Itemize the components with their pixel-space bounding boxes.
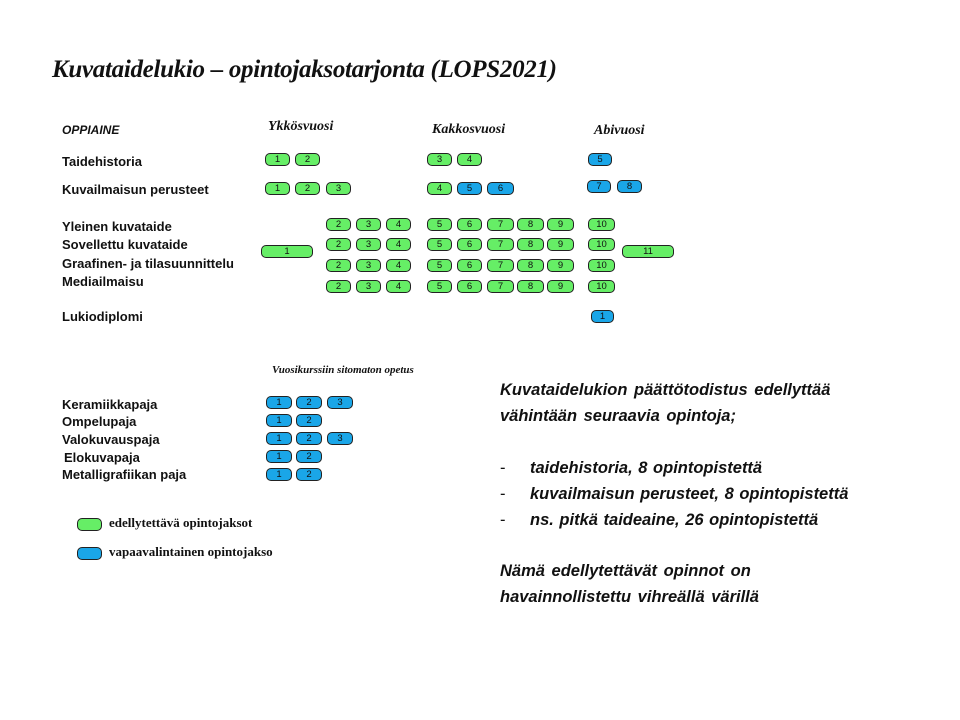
course-pill-optional: 5	[457, 182, 482, 195]
course-pill-required: 6	[457, 238, 482, 251]
course-pill-required: 6	[457, 280, 482, 293]
info-requirement-item	[500, 511, 818, 530]
workshop-valokuvauspaja: Valokuvauspaja	[62, 432, 160, 447]
course-pill-required: 3	[356, 238, 381, 251]
course-pill-required: 2	[326, 280, 351, 293]
course-pill-optional: 2	[296, 468, 322, 481]
course-pill-required: 8	[517, 280, 544, 293]
course-pill-required: 3	[356, 218, 381, 231]
legend-required-label: edellytettävä opintojaksot	[109, 515, 253, 530]
course-pill-optional: 8	[617, 180, 642, 193]
course-pill-required: 7	[487, 218, 514, 231]
course-pill-required: 2	[326, 238, 351, 251]
course-pill-required: 8	[517, 259, 544, 272]
workshop-keramiikkapaja: Keramiikkapaja	[62, 397, 158, 412]
info-requirement-item	[500, 459, 762, 478]
course-pill-required: 7	[487, 280, 514, 293]
course-pill-required: 5	[427, 280, 452, 293]
course-pill-optional: 1	[266, 414, 292, 427]
course-pill-required: 10	[588, 238, 615, 251]
course-pill-required: 3	[356, 259, 381, 272]
course-pill-required: 10	[588, 259, 615, 272]
course-pill-optional: 5	[588, 153, 612, 166]
legend-swatch-optional	[77, 547, 102, 560]
course-pill-required: 2	[295, 182, 320, 195]
info-requirement-item	[500, 485, 848, 504]
course-pill-required: 5	[427, 259, 452, 272]
course-pill-optional: 7	[587, 180, 611, 193]
course-pill-optional: 6	[487, 182, 514, 195]
course-pill-optional: 1	[266, 450, 292, 463]
course-pill-required: 4	[386, 259, 411, 272]
course-pill-required: 4	[386, 238, 411, 251]
course-pill-required: 10	[588, 218, 615, 231]
course-pill-optional: 2	[296, 450, 322, 463]
requirement-text: ns. pitkä taideaine, 26 opintopistettä	[530, 511, 819, 529]
course-pill-optional: 1	[266, 396, 292, 409]
course-pill-required: 11	[622, 245, 674, 258]
course-pill-required: 9	[547, 280, 574, 293]
course-pill-optional: 1	[266, 468, 292, 481]
course-pill-required: 6	[457, 218, 482, 231]
subject-kuvailmaisun-perusteet: Kuvailmaisun perusteet	[62, 182, 209, 197]
course-pill-required: 7	[487, 259, 514, 272]
course-pill-required: 10	[588, 280, 615, 293]
bullet-dash: -	[500, 459, 506, 477]
course-pill-required: 2	[295, 153, 320, 166]
course-pill-required: 4	[427, 182, 452, 195]
course-pill-optional: 1	[591, 310, 614, 323]
course-pill-required: 4	[386, 218, 411, 231]
legend-swatch-required	[77, 518, 102, 531]
course-pill-required: 2	[326, 218, 351, 231]
page-title: Kuvataidelukio – opintojaksotarjonta (LOPS2021)	[52, 56, 557, 83]
year-header-3: Abivuosi	[594, 123, 645, 138]
course-pill-required: 5	[427, 238, 452, 251]
course-pill-required: 6	[457, 259, 482, 272]
subject-taidehistoria: Taidehistoria	[62, 154, 142, 169]
course-pill-required: 9	[547, 238, 574, 251]
course-pill-optional: 2	[296, 432, 322, 445]
requirement-text: kuvailmaisun perusteet, 8 opintopistettä	[530, 485, 849, 503]
course-pill-optional: 1	[266, 432, 292, 445]
course-pill-required: 9	[547, 259, 574, 272]
workshop-ompelupaja: Ompelupaja	[62, 414, 137, 429]
course-pill-required: 2	[326, 259, 351, 272]
year-header-1: Ykkösvuosi	[268, 119, 334, 134]
course-pill-required: 7	[487, 238, 514, 251]
legend-optional-label: vapaavalintainen opintojakso	[109, 544, 273, 559]
workshop-elokuvapaja: Elokuvapaja	[64, 450, 140, 465]
course-pill-required: 1	[261, 245, 313, 258]
course-pill-required: 1	[265, 182, 290, 195]
workshops-header: Vuosikurssiin sitomaton opetus	[272, 364, 414, 376]
course-pill-optional: 3	[327, 432, 353, 445]
subject-lukiodiplomi: Lukiodiplomi	[62, 309, 143, 324]
info-outro-line2: havainnollistettu vihreällä värillä	[500, 588, 759, 606]
course-pill-required: 4	[457, 153, 482, 166]
info-intro-line1: Kuvataidelukion päättötodistus edellyttää	[500, 381, 831, 399]
course-pill-required: 8	[517, 238, 544, 251]
course-pill-optional: 2	[296, 396, 322, 409]
subject-yleinen-kuvataide: Yleinen kuvataide	[62, 219, 172, 234]
course-pill-optional: 2	[296, 414, 322, 427]
bullet-dash: -	[500, 485, 506, 503]
course-pill-required: 5	[427, 218, 452, 231]
course-pill-required: 8	[517, 218, 544, 231]
workshop-metalligrafiikan-paja: Metalligrafiikan paja	[62, 467, 187, 482]
course-pill-required: 3	[326, 182, 351, 195]
course-pill-required: 4	[386, 280, 411, 293]
requirement-text: taidehistoria, 8 opintopistettä	[530, 459, 763, 477]
subject-mediailmaisu: Mediailmaisu	[62, 274, 144, 289]
info-outro-line1: Nämä edellytettävät opinnot on	[500, 562, 751, 580]
year-header-2: Kakkosvuosi	[432, 122, 506, 137]
course-pill-required: 1	[265, 153, 290, 166]
info-intro-line2: vähintään seuraavia opintoja;	[500, 407, 736, 425]
course-pill-required: 3	[427, 153, 452, 166]
subject-sovellettu-kuvataide: Sovellettu kuvataide	[62, 237, 188, 252]
course-pill-required: 3	[356, 280, 381, 293]
course-pill-required: 9	[547, 218, 574, 231]
bullet-dash: -	[500, 511, 506, 529]
oppiaine-header: OPPIAINE	[62, 123, 120, 137]
subject-graafinen-tilasuunnittelu: Graafinen- ja tilasuunnittelu	[62, 256, 234, 271]
course-pill-optional: 3	[327, 396, 353, 409]
